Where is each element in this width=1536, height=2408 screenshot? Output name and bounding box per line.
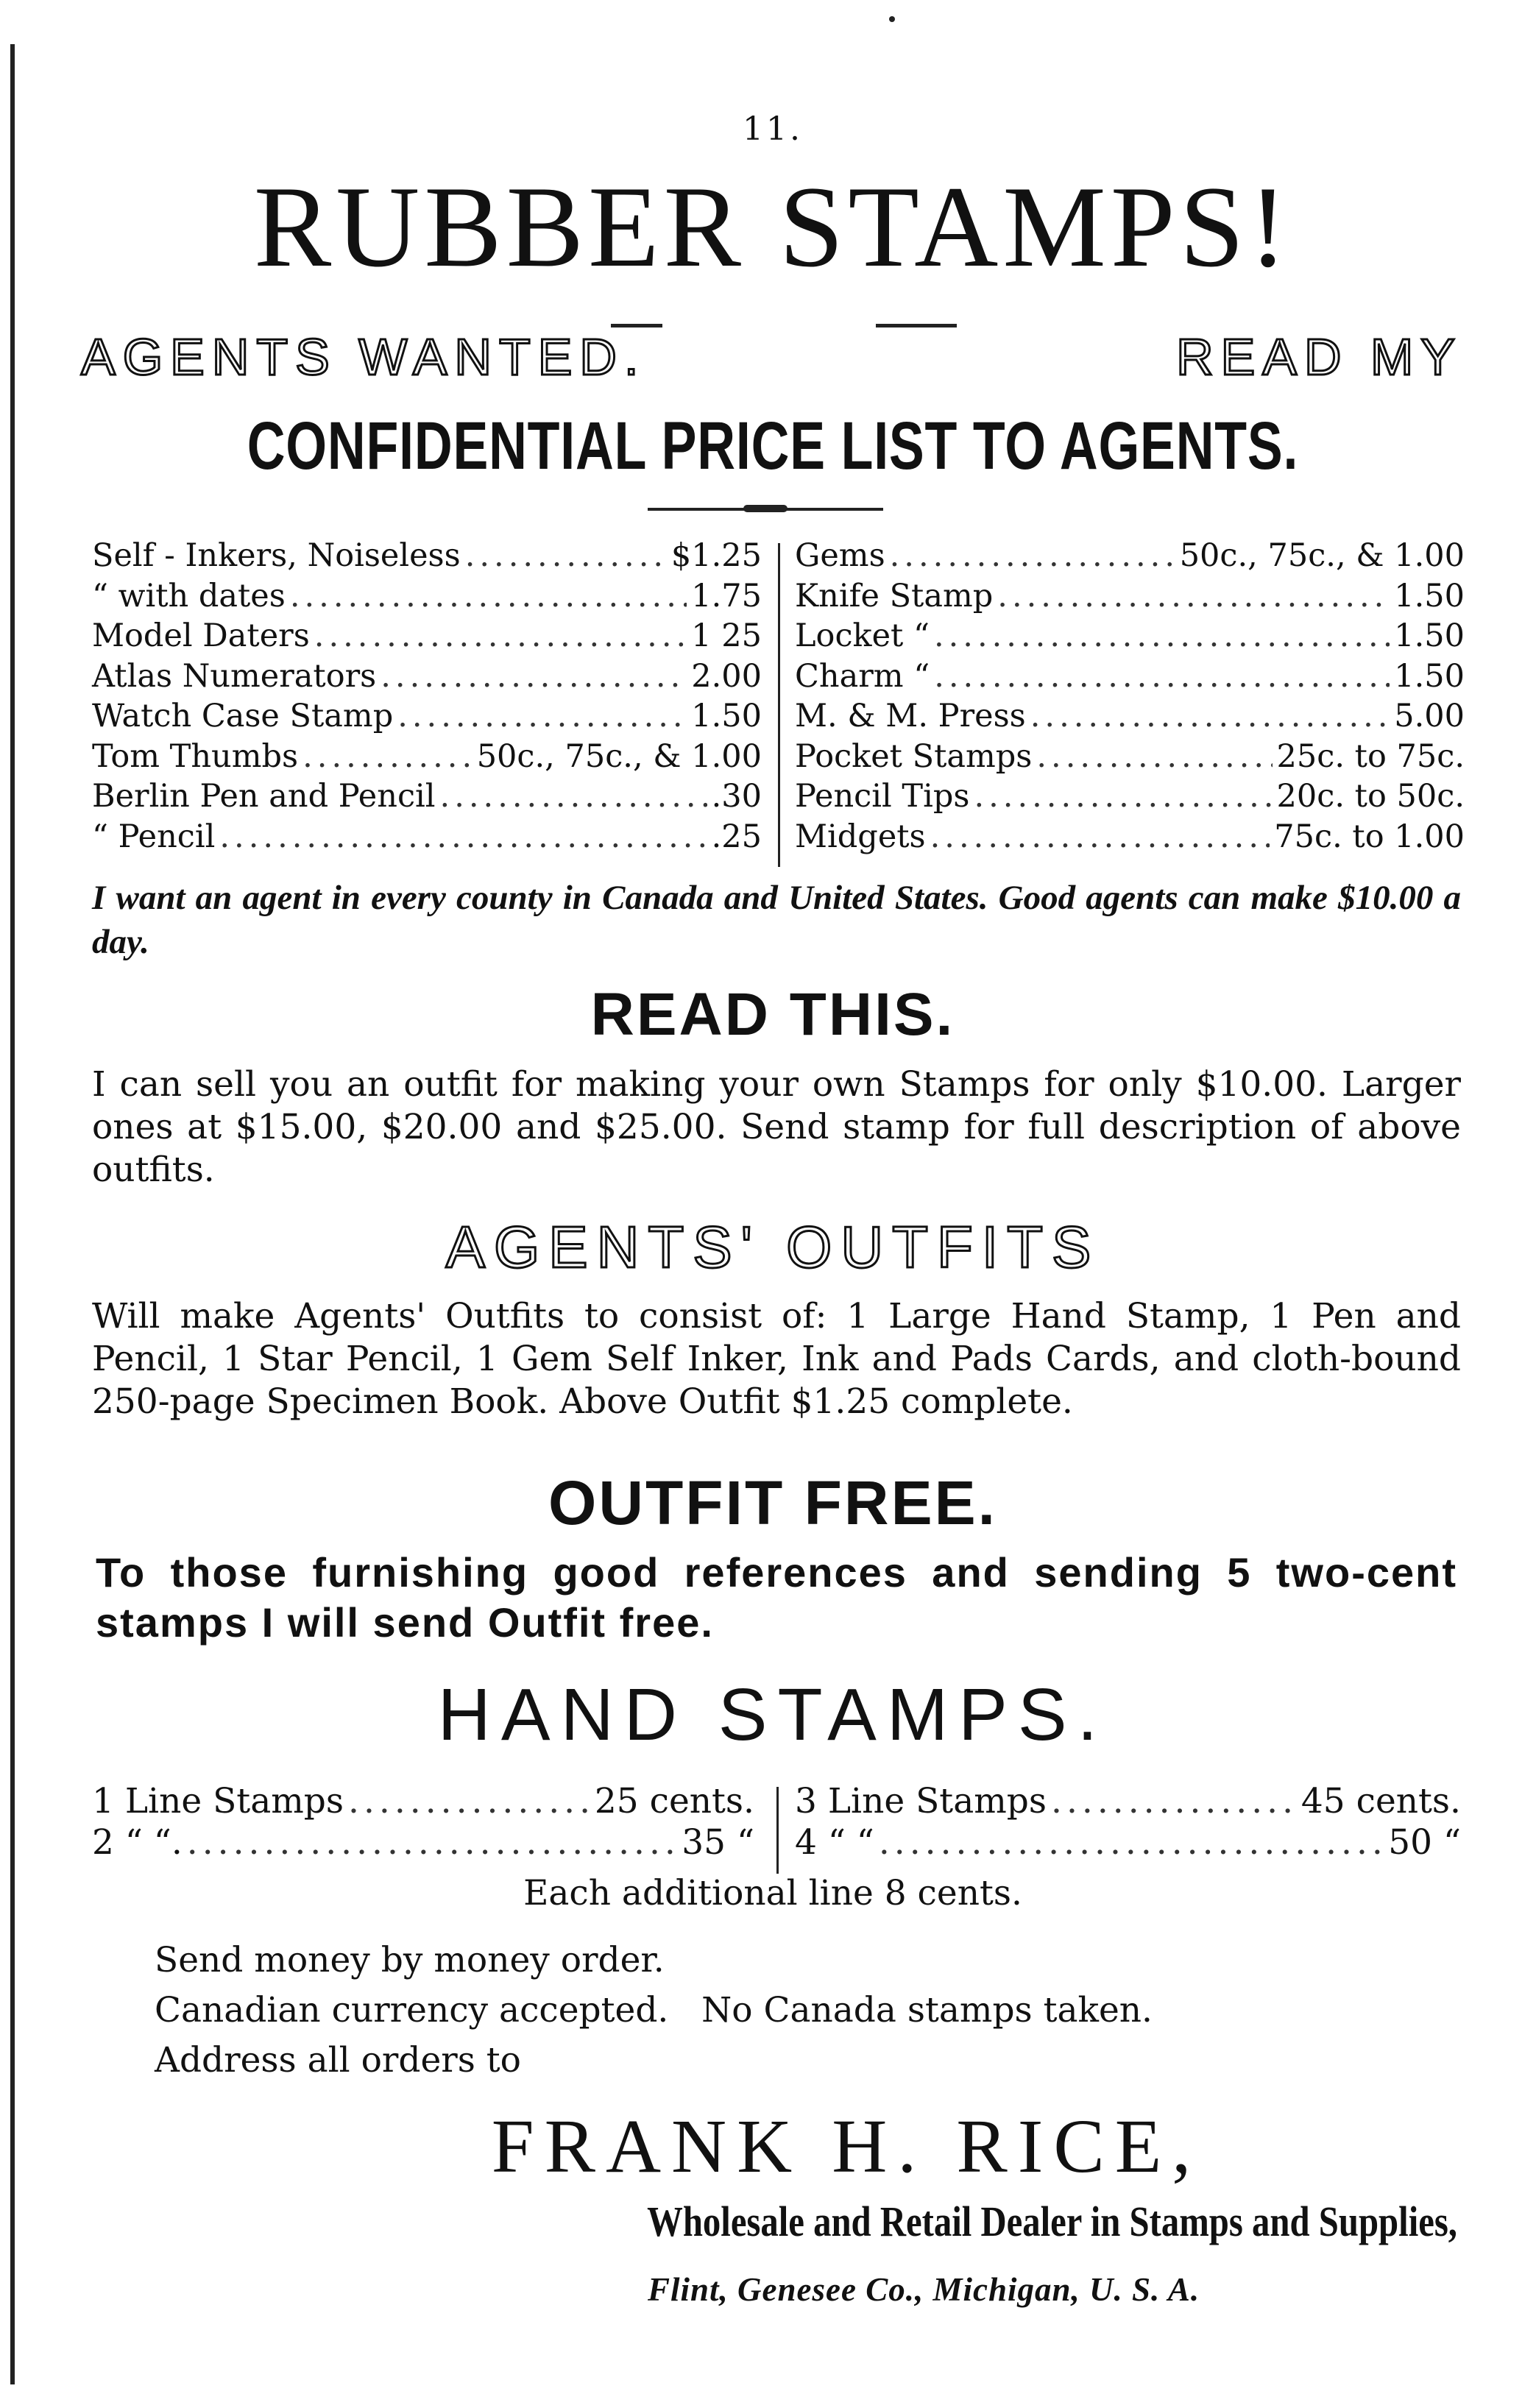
dot-leader	[997, 578, 1390, 615]
price-row	[92, 818, 762, 859]
price-row	[795, 1822, 1461, 1863]
price-row	[92, 738, 762, 779]
item-label: Knife Stamp	[795, 577, 994, 615]
dot-leader	[440, 778, 707, 815]
dot-leader	[397, 698, 687, 734]
price-row	[92, 537, 762, 578]
speck	[889, 16, 895, 22]
dot-leader	[974, 778, 1272, 815]
ordering-instructions	[155, 1936, 1153, 2086]
dot-leader	[302, 738, 473, 775]
price-row	[92, 617, 762, 658]
instruction-line: Send money by money order.	[155, 1940, 665, 1980]
outfit-free-heading: OUTFIT FREE.	[548, 1468, 997, 1537]
item-price: 20c. to 50c.	[1276, 778, 1465, 815]
item-label: 3 Line Stamps	[795, 1781, 1047, 1821]
line-stamps-right-column	[795, 1781, 1461, 1863]
dot-leader	[348, 1781, 590, 1821]
price-row	[92, 1781, 754, 1822]
price-row	[92, 1822, 754, 1863]
dot-leader	[219, 818, 707, 855]
item-price: .25	[711, 818, 762, 855]
dot-leader	[1030, 698, 1390, 734]
item-price: 45 cents.	[1300, 1781, 1461, 1821]
price-row	[795, 537, 1465, 578]
dealer-address: Flint, Genesee Co., Michigan, U. S. A.	[648, 2271, 1200, 2308]
item-label: 4 “ “	[795, 1822, 874, 1863]
dot-leader	[934, 617, 1390, 654]
read-this-heading: READ THIS.	[590, 981, 955, 1048]
item-price: 25 cents.	[594, 1781, 754, 1821]
agents-wanted-heading: AGENTS WANTED.	[81, 328, 646, 386]
dealer-name: FRANK H. RICE,	[491, 2104, 1202, 2189]
item-label: M. & M. Press	[795, 698, 1026, 734]
dot-leader	[930, 818, 1270, 855]
price-row	[795, 778, 1465, 818]
item-price: 50c., 75c., & 1.00	[1179, 537, 1465, 574]
dash-mark	[876, 324, 957, 327]
price-row	[795, 698, 1465, 738]
price-row	[92, 698, 762, 738]
dot-leader	[1051, 1781, 1297, 1821]
item-price: .30	[711, 778, 762, 815]
item-price: 1 25	[691, 617, 762, 654]
read-my-heading: READ MY	[1176, 328, 1462, 386]
item-label: Pencil Tips	[795, 778, 970, 815]
item-label: Charm “	[795, 657, 930, 695]
divider-ornament	[743, 505, 788, 512]
page-edge-line	[10, 44, 15, 2384]
item-label: Model Daters	[92, 617, 310, 654]
dot-leader	[465, 537, 667, 574]
agent-note: I want an agent in every county in Canada and United States. Good agents can make $10.00 a day.	[92, 879, 1461, 961]
price-row	[795, 658, 1465, 698]
item-price: 50 “	[1388, 1822, 1461, 1863]
hand-stamps-heading: HAND STAMPS.	[437, 1674, 1108, 1756]
price-row	[795, 818, 1465, 859]
item-label: Locket “	[795, 617, 930, 654]
item-label: “ with dates	[92, 577, 286, 615]
dot-leader	[890, 537, 1175, 574]
dot-leader	[290, 578, 687, 615]
price-row	[92, 658, 762, 698]
item-price: 35 “	[682, 1822, 754, 1863]
each-additional-line: Each additional line 8 cents.	[523, 1873, 1022, 1913]
dot-leader	[314, 617, 687, 654]
item-price: $1.25	[670, 537, 762, 574]
dot-leader	[879, 1822, 1384, 1863]
item-price: 1.50	[1394, 657, 1465, 695]
item-price: 50c., 75c., & 1.00	[476, 737, 762, 775]
price-row	[795, 738, 1465, 779]
instruction-line: Address all orders to	[155, 2040, 521, 2081]
outfit-free-body: To those furnishing good references and sending 5 two-cent stamps I will send Outfit free.	[96, 1549, 1457, 1646]
item-price: 2.00	[691, 657, 762, 695]
price-row	[795, 1781, 1461, 1822]
item-label: Midgets	[795, 818, 926, 855]
price-row	[795, 617, 1465, 658]
item-price: 25c. to 75c.	[1276, 737, 1465, 775]
item-price: 75c. to 1.00	[1274, 818, 1465, 855]
item-label: “ Pencil	[92, 818, 216, 855]
item-label: 1 Line Stamps	[92, 1781, 344, 1821]
item-price: 1.75	[691, 577, 762, 615]
column-divider	[776, 1787, 779, 1874]
dealer-description: Wholesale and Retail Dealer in Stamps and Supplies,	[647, 2198, 1457, 2245]
dot-leader	[187, 1822, 677, 1863]
price-row	[795, 578, 1465, 618]
item-label: Atlas Numerators	[92, 657, 377, 695]
dot-leader	[381, 658, 687, 695]
item-label: 2 “ “.	[92, 1822, 183, 1863]
item-label: Watch Case Stamp	[92, 698, 394, 734]
item-price: 5.00	[1394, 698, 1465, 734]
item-label: Pocket Stamps	[795, 737, 1033, 775]
read-this-body: I can sell you an outfit for making your own Stamps for only $10.00. Larger ones at $15.00, $20.00 and $25.00. Send stamp for full description of above outfits.	[92, 1064, 1461, 1190]
item-label: Berlin Pen and Pencil	[92, 778, 436, 815]
item-label: Tom Thumbs	[92, 737, 299, 775]
price-list-right-column	[795, 537, 1465, 858]
page-number: 11.	[743, 110, 803, 148]
main-title: RUBBER STAMPS!	[253, 163, 1292, 291]
price-list-left-column	[92, 537, 762, 858]
item-label: Gems	[795, 537, 885, 574]
item-label: Self - Inkers, Noiseless	[92, 537, 461, 574]
instruction-line: Canadian currency accepted. No Canada stamps taken.	[155, 1990, 1153, 2030]
dot-leader	[1036, 738, 1272, 775]
confidential-heading: CONFIDENTIAL PRICE LIST TO AGENTS.	[247, 408, 1299, 484]
item-price: 1.50	[1394, 617, 1465, 654]
agents-outfits-heading: AGENTS' OUTFITS	[445, 1214, 1100, 1280]
price-row	[92, 778, 762, 818]
dot-leader	[934, 658, 1390, 695]
item-price: 1.50	[1394, 577, 1465, 615]
line-stamps-left-column	[92, 1781, 754, 1863]
item-price: 1.50	[691, 698, 762, 734]
price-row	[92, 578, 762, 618]
column-divider	[778, 543, 780, 867]
agents-outfits-body: Will make Agents' Outfits to consist of: 1 Large Hand Stamp, 1 Pen and Pencil, 1 Star Pencil, 1 Gem Self Inker, Ink and Pads Cards, and cloth-bound 250-page Specimen Book. Above Outfit $1.25 complete.	[92, 1296, 1461, 1422]
